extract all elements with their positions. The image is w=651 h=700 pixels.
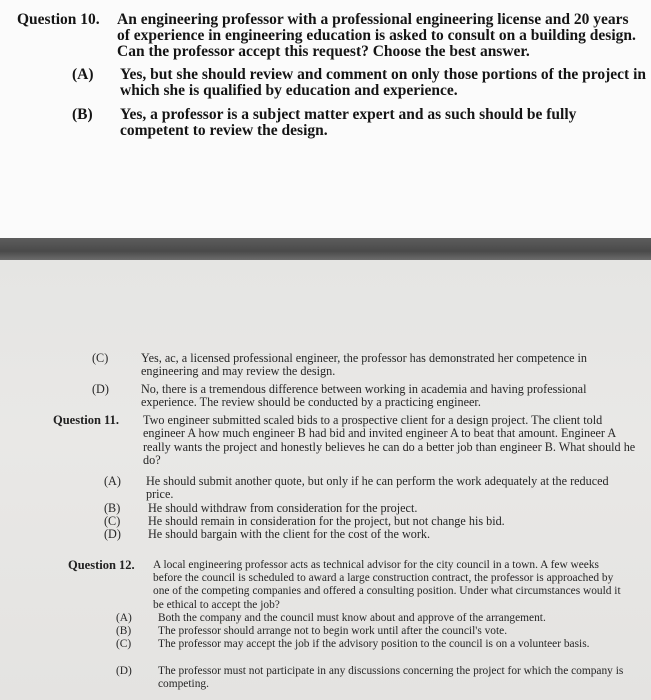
question-10-label: Question 10. xyxy=(17,11,100,28)
question-11-option-a-text: He should submit another quote, but only if he can perform the work adequately at the reduced price. xyxy=(146,474,609,502)
question-11-option-c-letter: (C) xyxy=(104,514,121,528)
question-12-label: Question 12. xyxy=(68,558,135,572)
question-12-text: A local engineering professor acts as technical advisor for the city council in a town. A few weeks before the council is scheduled to award a large construction contract, the professor is approached by one of the competing companies and offered a consulting position. Under what circumstances would it be ethical to accept the job? xyxy=(153,559,621,611)
question-11-option-d-letter: (D) xyxy=(104,527,121,541)
question-10-option-d-text: No, there is a tremendous difference between working in academia and having professional experience. The review should be conducted by a practicing engineer. xyxy=(141,382,587,410)
question-10-option-a-text: Yes, but she should review and comment on only those portions of the project in which she is qualified by education and experience. xyxy=(120,66,647,99)
question-10-option-c-letter: (C) xyxy=(92,351,109,365)
question-12-option-c-letter: (C) xyxy=(116,638,132,650)
question-10-option-d-letter: (D) xyxy=(92,382,109,396)
question-11-option-c-text: He should remain in consideration for the project, but not change his bid. xyxy=(148,514,505,528)
question-12-option-b-letter: (B) xyxy=(116,625,132,637)
question-11-label: Question 11. xyxy=(53,413,119,427)
question-10-option-b-letter: (B) xyxy=(72,106,93,123)
question-12-option-a-letter: (A) xyxy=(116,612,132,624)
question-10-option-b-text: Yes, a professor is a subject matter expert and as such should be fully competent to review the design. xyxy=(120,106,577,139)
question-12-option-d-text: The professor must not participate in any discussions concerning the project for which the company is competing. xyxy=(158,665,624,691)
question-11-option-b-text: He should withdraw from consideration for the project. xyxy=(148,501,418,515)
question-11-option-d-text: He should bargain with the client for the cost of the work. xyxy=(148,527,431,541)
question-11-text: Two engineer submitted scaled bids to a prospective client for a design project. The client told engineer A how much engineer B had bid and invited engineer A to beat that amount. Engineer A really wants the project and honestly believes he can do a better job than engineer B. What should he do? xyxy=(143,413,636,468)
question-12-option-a-text: Both the company and the council must know about and approve of the arrangement. xyxy=(158,612,546,624)
question-12-option-c-text: The professor may accept the job if the advisory position to the council is on a volunteer basis. xyxy=(158,638,590,650)
page-fold-divider xyxy=(0,238,651,260)
question-11-option-a-letter: (A) xyxy=(104,474,121,488)
question-10-text: An engineering professor with a professional engineering license and 20 years of experience in engineering education is asked to consult on a building design. Can the professor accept this request? Choose the best answer. xyxy=(117,11,636,60)
question-10-option-a-letter: (A) xyxy=(72,66,94,83)
question-11-option-b-letter: (B) xyxy=(104,501,121,515)
question-12-option-d-letter: (D) xyxy=(116,665,132,677)
question-10-option-c-text: Yes, ac, a licensed professional engineer, the professor has demonstrated her competence in engineering and may review the design. xyxy=(141,351,588,379)
question-12-option-b-text: The professor should arrange not to begin work until after the council's vote. xyxy=(158,625,508,637)
